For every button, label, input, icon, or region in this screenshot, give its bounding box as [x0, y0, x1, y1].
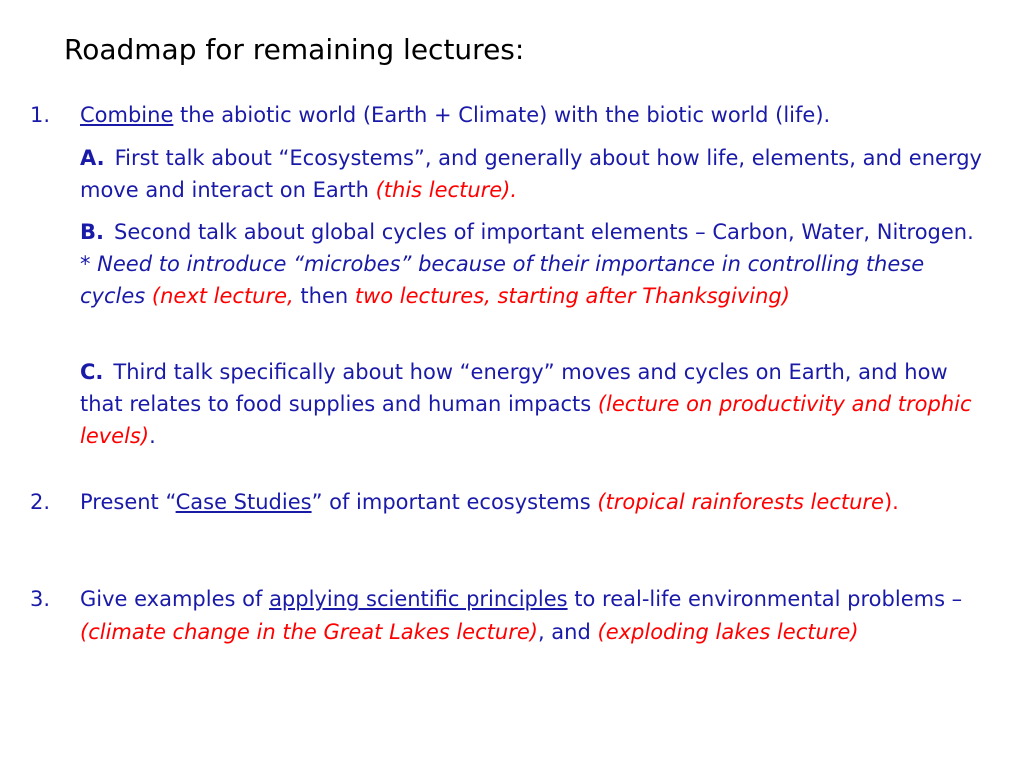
sub-item-text: First talk about “Ecosystems”, and generally about how life, elements, and energy move and interact on Earth: [80, 146, 982, 202]
sub-item-letter: B.: [80, 220, 104, 244]
item-number: 3.: [30, 587, 51, 611]
item-text: Give examples of: [80, 587, 270, 611]
highlight-text: two lectures, starting after Thanksgiving): [354, 284, 790, 308]
item-text: Present “: [80, 490, 176, 514]
italic-note: * Need to introduce “microbes” because of their importance in controlling these cycles: [80, 252, 925, 308]
end-punct: .: [149, 424, 156, 448]
sub-item-c: [80, 356, 990, 452]
sub-item-text: Second talk about global cycles of important elements – Carbon, Water, Nitrogen.: [113, 220, 974, 244]
case-studies-link[interactable]: Case Studies: [175, 490, 312, 514]
sub-item-letter: A.: [80, 146, 105, 170]
list-item-3: [30, 583, 990, 649]
item-text: the abiotic world (Earth + Climate) with the biotic world (life).: [173, 103, 831, 127]
highlight-text: ).: [883, 490, 899, 514]
applying-principles-link[interactable]: applying scientific principles: [269, 587, 568, 611]
sub-item-text: Third talk specifically about how “energy” moves and cycles on Earth, and how that relates to food supplies and human impacts: [80, 360, 948, 416]
list-item-1: [30, 99, 990, 132]
connector-text: then: [293, 284, 355, 308]
highlight-text: (climate change in the Great Lakes lecture): [80, 620, 538, 644]
highlight-text: (next lecture,: [151, 284, 294, 308]
item-number: 1.: [30, 103, 51, 127]
item-number: 2.: [30, 490, 51, 514]
list-item-2: [30, 486, 990, 519]
sub-item-letter: C.: [80, 360, 104, 384]
slide-title: Roadmap for remaining lectures:: [64, 33, 525, 66]
highlight-text: (this lecture).: [375, 178, 518, 202]
item-text: to real-life environmental problems –: [567, 587, 963, 611]
connector-text: , and: [537, 620, 598, 644]
combine-link[interactable]: Combine: [80, 103, 174, 127]
highlight-text: (exploding lakes lecture): [597, 620, 859, 644]
highlight-text: (tropical rainforests lecture: [597, 490, 884, 514]
highlight-text: (lecture on productivity and trophic levels): [80, 392, 972, 448]
sub-item-b: [80, 216, 990, 312]
sub-item-a: [80, 142, 990, 206]
item-text: ” of important ecosystems: [311, 490, 598, 514]
